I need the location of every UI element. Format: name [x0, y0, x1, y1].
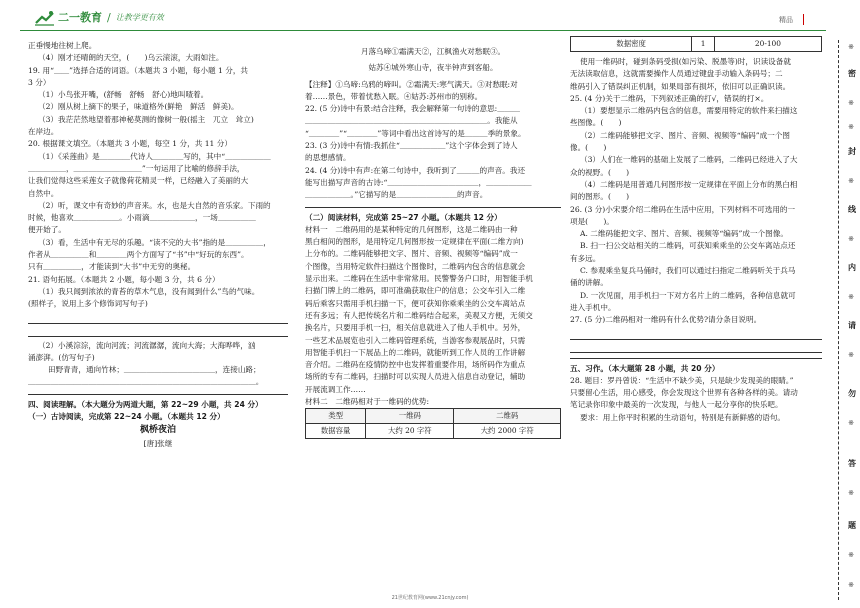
poem-line: 月落乌啼①霜满天②，江枫渔火对愁眠③。: [360, 47, 506, 56]
option-line: （3）我茫茫然地望着那神秘莫测的像树一般(摇主 兀立 耸立): [38, 114, 254, 124]
question-23: 23. (3 分)诗中有情:我抓住“＿＿＿＿＿＿”这个字体会到了诗人: [305, 141, 518, 151]
material-line: 扫描门牌上的二维码，即可准确获取住户的信息；公交车引入二维: [305, 286, 526, 296]
material-line: 显示出来。二维码在生活中非常常用。民警警务户口时，用智能手机: [305, 274, 533, 284]
table-header-cell: 二维码: [454, 409, 561, 424]
seal-mark-icon: ※: [848, 123, 854, 131]
subsection-heading-poem: （一）古诗阅读，完成第 22~24 小题。（本题共 12 分）: [28, 412, 225, 422]
question-19: 19. 用“＿＿”选择合适的词语。（本题共 3 小题，每小题 1 分，共: [28, 65, 249, 75]
text-line: 维码引入了错误纠正机制，如果局部有损坏，依旧可以正确识读。: [570, 81, 791, 91]
text-line: 让我们觉得这些采莲女子就像荷花精灵一样，已经融入了美丽的大: [28, 176, 249, 186]
table-row: [571, 37, 822, 52]
brand-name: 二一教育: [58, 11, 102, 25]
text-line: 笔记录你印象中最美的一次发现，与他人一起分享你的快乐吧。: [570, 400, 783, 410]
material-line: 一些艺术品展览也引入二维码管理系统，当游客参观展品时，只需: [305, 335, 526, 345]
text-line: 有多远。: [570, 253, 601, 263]
seal-mark-icon: ※: [848, 551, 854, 559]
answer-line[interactable]: [570, 327, 822, 340]
text-line: 作者从＿＿＿＿＿和＿＿＿＿两个方面写了“书”中“好玩的东西”。: [28, 250, 249, 260]
section-heading-reading: 四、阅读理解。（本大题分为两道大题，第 22~29 小题，共 24 分）: [28, 399, 263, 409]
text-line: “＿＿＿＿”“＿＿＿＿”等词中看出这首诗写的是＿＿＿季的景象。: [305, 128, 526, 138]
text-line: （2）小溪淙淙，流向河流；河流潺潺，流向大海；大海哗哗，汹: [38, 340, 256, 350]
material-line: 材料一 二维码用的是某种特定的几何图形，这是二维码由一种: [305, 224, 518, 234]
poem-author: [唐]张继: [143, 438, 173, 448]
text-line: 进入手机中。: [570, 302, 616, 312]
text-line: 的思想感情。: [305, 153, 351, 163]
choice-c: C. 参观乘坐复兵马俑时，我们可以通过扫指定二维码听关于兵马: [580, 266, 796, 276]
choice-d: D. 一次见面，用手机扫一下对方名片上的二维码，各种信息就可: [580, 290, 796, 300]
material-line: 换名片，只要用手机一扫，相关信息就进入了他人手机中。另外，: [305, 323, 526, 333]
table-header-cell: 类型: [306, 409, 366, 424]
option-line: （2）刚从树上摘下的果子，味道格外(鲜艳 鲜活 鲜美)。: [38, 102, 239, 112]
text-line: 使用一维码时，碰到条码受损(如污染、脱墨等)时，识读设备就: [580, 57, 791, 66]
text-line: (照样子，说用上多个修饰词写句子): [28, 299, 148, 309]
seal-mark-icon: ※: [848, 235, 854, 243]
text-line: 俑的讲解。: [570, 278, 608, 288]
judgement-item: （2）二维码能够把文字、图片、音频、视频等“编码”成一个图: [580, 130, 791, 140]
page-footer: 21世纪教育网(www.21cnjy.com): [391, 595, 469, 601]
column-right: [570, 36, 822, 424]
seal-mark-icon: ※: [848, 419, 854, 427]
judgement-item: （3）人们在一维码的基础上发展了二维码，二维码已经进入了大: [580, 155, 798, 165]
text-line: ＿＿＿＿＿＿＿＿＿＿＿＿＿＿＿＿＿＿＿＿＿＿＿＿＿＿＿＿＿＿。: [28, 377, 264, 387]
seal-char: 答: [848, 459, 856, 468]
text-line: 众的视野。( ): [570, 167, 630, 177]
material-line: 音介绍。二维码在疫情防控中也发挥着重要作用，场所码作为重点: [305, 360, 526, 370]
badge-divider: [803, 14, 804, 25]
section-divider: [305, 207, 561, 208]
seal-mark-icon: ※: [848, 177, 854, 185]
quality-badge: 精品: [779, 16, 793, 24]
text-line: 时候，他喜欢＿＿＿＿＿＿。小雨滴＿＿＿＿＿＿，一场＿＿＿＿＿: [28, 213, 256, 223]
seal-char: 请: [848, 321, 856, 330]
poem-note: 着……景色，带着忧愁入眠。④姑苏:苏州市的别称。: [305, 91, 483, 101]
table-cell: 数据密度: [571, 37, 692, 52]
option-line: （1）小鸟张开嘴，(舒畅 舒畅 舒心)地叫喳着。: [38, 90, 209, 100]
poem-note: 【注释】①乌啼:乌鸦的啼叫。②霜满天:寒气满天。③对愁眠:对: [305, 79, 518, 89]
seal-dashed-line: [838, 40, 839, 600]
seal-char: 题: [848, 521, 856, 530]
answer-line[interactable]: [28, 311, 288, 324]
brand-slogan: 让教学更有效: [115, 12, 164, 22]
question-26: 26. (3 分)小宋要介绍二维码在生活中应用，下列材料不可选用的一: [570, 204, 796, 214]
header-rule: [20, 30, 826, 31]
text-line: （2）听，课文中有奇妙的声音来。水，也是大自然的音乐家。下雨的: [38, 200, 271, 210]
text-line: （3）看，生活中有无尽的乐趣。“读不完的大书”指的是＿＿＿＿＿，: [38, 237, 271, 247]
poem-line: 姑苏④城外寒山寺，夜半钟声到客船。: [368, 63, 498, 73]
material-line: 用智能手机扫一下展品上的二维码，就能听到工作人员的工作讲解: [305, 347, 526, 357]
column-middle: [305, 40, 561, 439]
poem-title: 枫桥夜泊: [139, 425, 176, 436]
judgement-item: （1）要想显示二维码内包含的信息，需要用特定的软件来扫描这: [580, 106, 798, 116]
judgement-item: （4）二维码是用普通几何图形按一定规律在平面上分布的黑白相: [580, 179, 798, 189]
text-line: 在岸边。: [28, 127, 59, 137]
material-line: 开展流调工作……: [305, 384, 366, 394]
text-line: 些图像。( ): [570, 118, 622, 128]
text-line: （4）刚才还晴朗的天空，( )乌云滚滚，大雨如注。: [38, 53, 224, 63]
choice-b: B. 扫一扫公交站相关的二维码，可获知乘乘坐的公交车离站点还: [580, 241, 796, 251]
seal-char: 封: [848, 147, 856, 156]
text-line: 田野青青，通向竹林；＿＿＿＿＿＿＿＿＿＿＿＿，连接山路；: [48, 365, 261, 375]
text-line: 像。( ): [570, 143, 607, 153]
question-25: 25. (4 分)关于二维码，下列叙述正确的打√，错误的打×。: [570, 93, 769, 103]
table-header-row: [306, 409, 561, 424]
seal-char: 密: [848, 69, 856, 78]
material-line: 上分布的。二维码能够把文字、图片、音频、视频等“编码”成一: [305, 249, 518, 259]
logo-divider: /: [107, 11, 111, 25]
text-line: 涌澎湃。(仿写句子): [28, 352, 95, 362]
comparison-table: [305, 408, 561, 439]
seal-char: 勿: [848, 389, 856, 398]
choice-a: A. 二维码能把文字、图片、音频、视频等“编码”成一个图像。: [580, 229, 788, 239]
seal-mark-icon: ※: [848, 43, 854, 51]
material-line: 黑白相间的图形，是用特定几何图形按一定规律在平面(二维方向): [305, 237, 524, 247]
seal-mark-icon: ※: [848, 99, 854, 107]
page-header: [12, 6, 848, 32]
text-line: 3 分）: [28, 77, 51, 87]
question-21: 21. 语句拓展。（本题共 2 小题，每小题 3 分，共 6 分）: [28, 274, 220, 284]
text-line: ＿＿＿＿＿＿＿＿＿＿＿＿＿＿＿＿＿＿＿＿＿＿＿＿。我能从: [305, 116, 518, 126]
comparison-table-continued: [570, 36, 822, 52]
material-line: 码后乘客只需用手机扫描一下，便可获知你乘乘坐的公交车离站点: [305, 298, 526, 308]
column-left: [28, 40, 288, 450]
question-27: 27. (5 分)二维码相对一维码有什么优势?请分条目说明。: [570, 315, 762, 325]
section-divider: [28, 394, 288, 395]
material-line: 还有多远；有人把传统名片和二维码结合起来，美观又方便，无须交: [305, 310, 533, 320]
text-line: 便开始了。: [28, 225, 66, 235]
text-line: （1）《采莲曲》是＿＿＿＿代诗人＿＿＿＿写的，其中“＿＿＿＿＿＿: [38, 151, 271, 161]
text-line: 无法读取信息，这就需要操作人员通过键盘手动输入条码号；二: [570, 69, 783, 79]
text-line: 间的图形。( ): [570, 192, 630, 202]
seal-mark-icon: ※: [848, 581, 854, 589]
text-line: 要求：用上你平时积累的生动语句，特别是有新鲜感的语句。: [580, 412, 786, 422]
answer-line[interactable]: [28, 324, 288, 337]
text-line: 正垂慢地往树上爬。: [28, 41, 97, 50]
text-line: 只有＿＿＿＿＿，才能读到“大书”中无穷的奥秘。: [28, 262, 196, 272]
text-line: （1）我只闻到浓浓的青苔的草木气息，没有闻到什么”鸟的气味。: [38, 286, 260, 296]
material-line: 场所的专有二维码，扫描时可以实现人员进入信息自动登记，辅助: [305, 372, 526, 382]
text-line: 只要留心生活，用心感受，你会发现这个世界有各种各样的美。请动: [570, 388, 798, 398]
table-cell: 大约 2000 字符: [454, 424, 561, 439]
subsection-heading-material: （二）阅读材料，完成第 25~27 小题。（本题共 12 分）: [305, 212, 502, 222]
material-line: 材料二 二维码相对于一维码的优势:: [305, 397, 430, 407]
table-cell: 大约 20 字符: [366, 424, 454, 439]
seal-mark-icon: ※: [848, 351, 854, 359]
table-cell: 数据容量: [306, 424, 366, 439]
answer-line[interactable]: [570, 340, 822, 353]
material-line: 个图像，当用特定软件扫描这个图像时，二维码内包含的信息就会: [305, 261, 526, 271]
text-line: 能写出描写声音的古诗:“＿＿＿＿＿＿＿＿＿＿＿＿，＿＿＿＿＿＿: [305, 177, 532, 187]
section-divider: [570, 358, 822, 359]
text-line: ＿＿＿＿＿，＿＿＿＿＿＿＿＿＿”一句运用了比喻的修辞手法，: [28, 163, 245, 173]
table-cell: 1: [692, 37, 715, 52]
table-row: [306, 424, 561, 439]
brand-logo: [34, 8, 164, 28]
table-cell: 20-100: [714, 37, 821, 52]
question-22: 22. (5 分)诗中有景:结合注释，我会解释第一句诗的意思:＿＿＿: [305, 104, 521, 114]
seal-mark-icon: ※: [848, 489, 854, 497]
seal-binding-strip: [830, 40, 860, 600]
running-figure-icon: [34, 10, 56, 26]
seal-mark-icon: ※: [848, 293, 854, 301]
text-line: 项是( )。: [570, 216, 614, 226]
table-header-cell: 一维码: [366, 409, 454, 424]
question-20: 20. 根据课文填空。（本题共 3 小题，每空 1 分，共 11 分）: [28, 139, 232, 149]
question-28: 28. 题目：罗丹曾说：“生活中不缺少美，只是缺少发现美的眼睛。”: [570, 375, 794, 385]
section-heading-writing: 五、习作。（本大题第 28 小题，共 20 分）: [570, 363, 720, 373]
question-24: 24. (4 分)诗中有声:在第二句诗中，我听到了＿＿＿的声音。我还: [305, 165, 526, 175]
text-line: ＿＿＿＿＿＿。”它描写的是＿＿＿＿＿＿＿＿的声音。: [305, 190, 488, 200]
text-line: 自然中。: [28, 188, 59, 198]
seal-char: 内: [848, 263, 856, 272]
seal-char: 线: [848, 205, 856, 214]
